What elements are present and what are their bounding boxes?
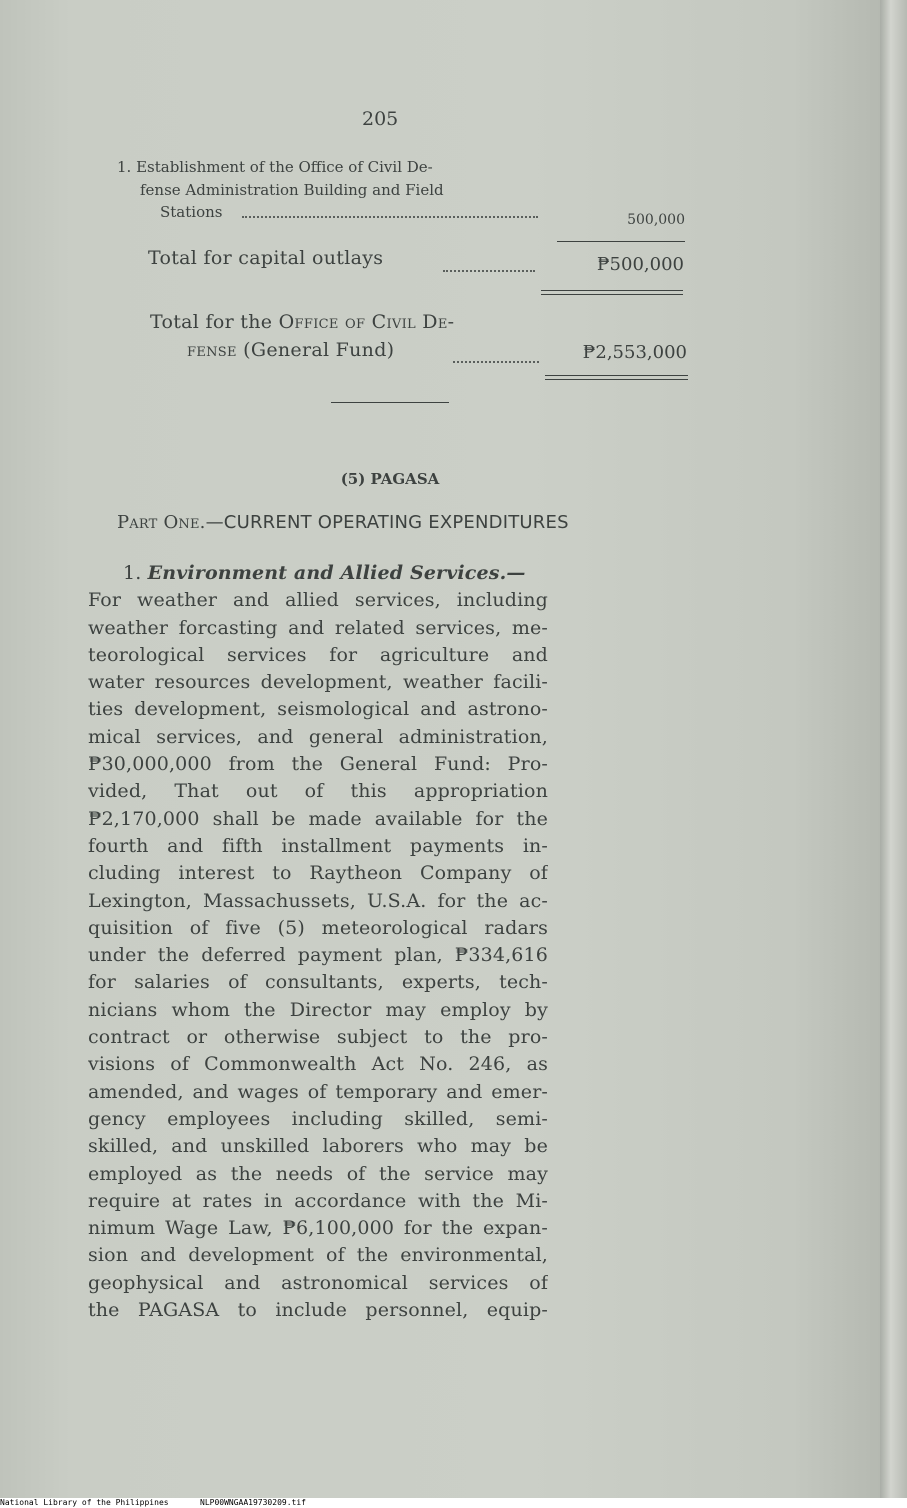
double-rule-top — [545, 375, 688, 376]
leader-dots — [453, 361, 539, 363]
paragraph-line: under the deferred payment plan, ₱334,616 — [88, 944, 548, 967]
total-office-line-2 — [187, 339, 394, 361]
leader-dots — [443, 270, 535, 272]
part-heading-prefix: Part One. — [117, 512, 206, 533]
capital-item-amount: 500,000 — [627, 212, 685, 228]
paragraph-line: cluding interest to Raytheon Company of — [88, 862, 548, 885]
paragraph-line: amended, and wages of temporary and emer- — [88, 1080, 548, 1103]
paragraph-line: ₱30,000,000 from the General Fund: Pro- — [88, 753, 548, 776]
paragraph-line: For weather and allied services, including — [88, 589, 548, 612]
paragraph-line: gency employees including skilled, semi- — [88, 1107, 548, 1130]
paragraph-heading — [88, 560, 548, 587]
total-office-amount: ₱2,553,000 — [582, 342, 687, 363]
total-office-fund: (General Fund) — [243, 339, 395, 361]
paragraph-line: weather forcasting and related services, me- — [88, 616, 548, 639]
total-capital-amount: ₱500,000 — [596, 254, 684, 275]
total-capital-label: Total for capital outlays — [148, 247, 384, 269]
paragraph-line: sion and development of the environmental, — [88, 1244, 548, 1267]
paragraph-line: employed as the needs of the service may — [88, 1162, 548, 1185]
paragraph-line: nicians whom the Director may employ by — [88, 998, 548, 1021]
subtotal-rule — [557, 241, 685, 242]
capital-item-line-2: fense Administration Building and Field — [140, 181, 444, 199]
total-office-name-1: Office of Civil De- — [278, 311, 455, 333]
double-rule-bottom — [545, 379, 688, 380]
capital-item-line-3: Stations — [160, 203, 223, 221]
paragraph-line: the PAGASA to include personnel, equip- — [88, 1299, 548, 1322]
paragraph-line: ₱2,170,000 shall be made available for the — [88, 807, 548, 830]
total-office-line-1 — [150, 311, 454, 333]
paragraph-line: Lexington, Massachussets, U.S.A. for the ac- — [88, 889, 548, 912]
footer-library: National Library of the Philippines — [0, 1498, 169, 1507]
leader-dots — [242, 216, 538, 218]
paragraph-line: teorological services for agriculture and — [88, 643, 548, 666]
paragraph-line: nimum Wage Law, ₱6,100,000 for the expan- — [88, 1217, 548, 1240]
paragraph-line: quisition of five (5) meteorological radars — [88, 916, 548, 939]
page-number: 205 — [362, 108, 399, 130]
paragraph-line: vided, That out of this appropriation — [88, 780, 548, 803]
footer-filename: NLP00WNGAA19730209.tif — [200, 1498, 306, 1507]
paragraph-line: fourth and fifth installment payments in- — [88, 834, 548, 857]
section-title: (5) PAGASA — [340, 470, 440, 488]
capital-item-line-1: 1. Establishment of the Office of Civil De- — [117, 158, 433, 176]
paragraph-line: ties development, seismological and astrono- — [88, 698, 548, 721]
paragraph-line: require at rates in accordance with the Mi- — [88, 1189, 548, 1212]
part-heading-text: —CURRENT OPERATING EXPENDITURES — [205, 512, 569, 533]
section-divider — [331, 402, 449, 403]
double-rule-bottom — [541, 294, 683, 295]
paragraph-line: mical services, and general administration, — [88, 725, 548, 748]
paragraph-line: visions of Commonwealth Act No. 246, as — [88, 1053, 548, 1076]
double-rule-top — [541, 290, 683, 291]
paragraph-line: water resources development, weather facili- — [88, 671, 548, 694]
paragraph-number: 1. — [123, 562, 142, 584]
paragraph-line: contract or otherwise subject to the pro- — [88, 1026, 548, 1049]
paragraph-line: for salaries of consultants, experts, tech- — [88, 971, 548, 994]
paragraph-line: geophysical and astronomical services of — [88, 1271, 548, 1294]
total-office-name-2: fense — [187, 339, 237, 361]
paragraph — [88, 560, 548, 1324]
paragraph-line: skilled, and unskilled laborers who may be — [88, 1135, 548, 1158]
part-heading — [117, 512, 569, 533]
paragraph-title: Environment and Allied Services.— — [147, 562, 526, 584]
total-office-prefix: Total for the — [150, 311, 273, 333]
page-edge — [880, 0, 907, 1500]
